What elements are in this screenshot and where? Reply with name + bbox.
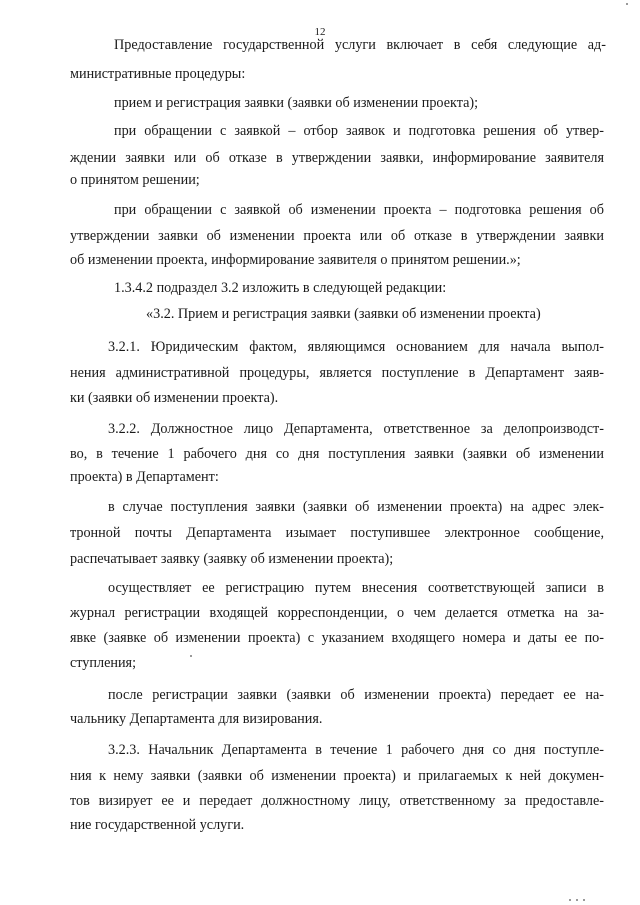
text-line: тронной почты Департамента изымает поступившее электронное сообщение,	[70, 525, 604, 541]
text-line: о принятом решении;	[70, 172, 200, 188]
text-line: распечатывает заявку (заявку об изменении проекта);	[70, 551, 394, 567]
text-line: ния к нему заявки (заявки об изменении проекта) и прилагаемых к ней докумен-	[70, 768, 604, 784]
text-line: ки (заявки об изменении проекта).	[70, 390, 279, 406]
page-number: 12	[314, 26, 326, 38]
text-line: журнал регистрации входящей корреспонденции, о чем делается отметка на за-	[70, 605, 604, 621]
text-line: 1.3.4.2 подраздел 3.2 изложить в следующей редакции:	[114, 280, 447, 296]
text-line: чальнику Департамента для визирования.	[70, 711, 323, 727]
text-line: Предоставление государственной услуги включает в себя следующие ад-	[114, 37, 606, 53]
text-line: об изменении проекта, информирование заявителя о принятом решении.»;	[70, 252, 521, 268]
text-line: министративные процедуры:	[70, 66, 246, 82]
text-line: осуществляет ее регистрацию путем внесения соответствующей записи в	[108, 580, 604, 596]
text-line: ние государственной услуги.	[70, 817, 245, 833]
text-line: при обращении с заявкой – отбор заявок и подготовка решения об утвер-	[114, 123, 604, 139]
scan-speck	[569, 899, 571, 901]
text-line: нения административной процедуры, является поступление в Департамент заяв-	[70, 365, 604, 381]
text-line: утверждении заявки об изменении проекта или об отказе в утверждении заявки	[70, 228, 604, 244]
text-line: прием и регистрация заявки (заявки об изменении проекта);	[114, 95, 479, 111]
scan-speck	[190, 655, 192, 657]
text-line: 3.2.1. Юридическим фактом, являющимся основанием для начала выпол-	[108, 339, 604, 355]
text-line: после регистрации заявки (заявки об изменении проекта) передает ее на-	[108, 687, 604, 703]
scan-speck	[583, 899, 585, 901]
text-line: ждении заявки или об отказе в утверждении заявки, информирование заявителя	[70, 150, 604, 166]
text-line: явке (заявке об изменении проекта) с указанием входящего номера и даты ее по-	[70, 630, 604, 646]
text-line: при обращении с заявкой об изменении проекта – подготовка решения об	[114, 202, 604, 218]
text-line: во, в течение 1 рабочего дня со дня поступления заявки (заявки об изменении	[70, 446, 604, 462]
text-line: 3.2.3. Начальник Департамента в течение 1 рабочего дня со дня поступле-	[108, 742, 604, 758]
text-line: в случае поступления заявки (заявки об изменении проекта) на адрес элек-	[108, 499, 604, 515]
text-line: тов визирует ее и передает должностному лицу, ответственному за предоставле-	[70, 793, 604, 809]
text-line: ступления;	[70, 655, 137, 671]
text-line: проекта) в Департамент:	[70, 469, 219, 485]
section-heading: «3.2. Прием и регистрация заявки (заявки об изменении проекта)	[146, 306, 541, 322]
text-line: 3.2.2. Должностное лицо Департамента, ответственное за делопроизводст-	[108, 421, 604, 437]
scan-speck	[576, 899, 578, 901]
scan-speck	[626, 3, 628, 5]
